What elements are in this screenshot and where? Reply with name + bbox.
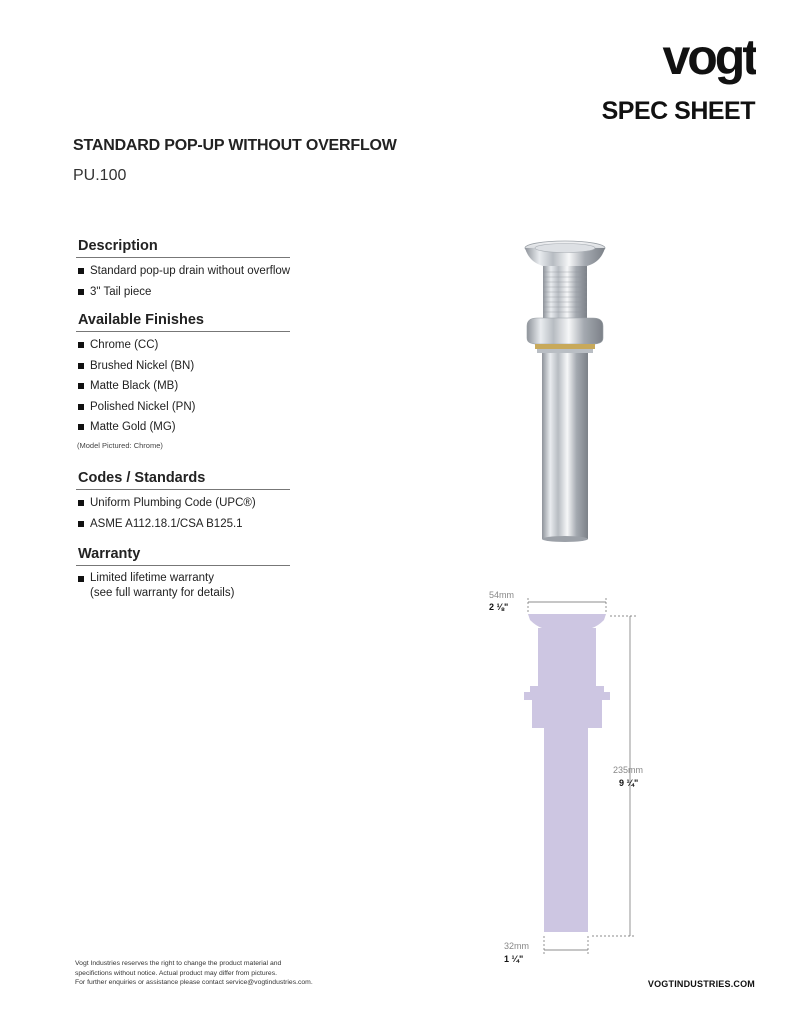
list-item: Polished Nickel (PN) (76, 399, 290, 420)
top-width-mm: 54mm (489, 590, 515, 600)
product-photo (515, 240, 615, 545)
svg-text:vogt: vogt (662, 30, 756, 85)
list-item: Uniform Plumbing Code (UPC®) (76, 495, 290, 516)
section-heading: Warranty (76, 546, 290, 566)
disclaimer-line: specifictions without notice. Actual product may differ from pictures. (75, 969, 277, 977)
product-name: STANDARD POP-UP WITHOUT OVERFLOW (73, 137, 397, 154)
disclaimer (75, 959, 375, 988)
list-item: Matte Black (MB) (76, 378, 290, 399)
list-item: Chrome (CC) (76, 337, 290, 358)
list-item: Standard pop-up drain without overflow (76, 263, 290, 284)
spec-sheet-title: SPEC SHEET (601, 97, 755, 125)
finishes-section (76, 312, 290, 450)
list-item (76, 571, 290, 601)
finish-note: (Model Pictured: Chrome) (77, 440, 163, 450)
height-mm: 235mm (613, 765, 644, 775)
list-item: Brushed Nickel (BN) (76, 358, 290, 379)
section-heading: Available Finishes (76, 312, 290, 332)
model-number: PU.100 (73, 167, 127, 184)
description-section (76, 238, 290, 304)
list-item: 3" Tail piece (76, 284, 290, 305)
list-item: Matte Gold (MG) (76, 419, 290, 440)
drain-silhouette (480, 582, 660, 972)
warranty-line: Limited lifetime warranty (90, 572, 214, 584)
tail-width-mm: 32mm (504, 941, 530, 951)
section-heading: Description (76, 238, 290, 258)
section-heading: Codes / Standards (76, 470, 290, 490)
codes-section (76, 470, 290, 536)
height-in: 9 ¼" (619, 778, 639, 788)
warranty-line: (see full warranty for details) (90, 587, 235, 599)
disclaimer-line: Vogt Industries reserves the right to change the product material and (75, 960, 282, 967)
vogt-logo (616, 30, 756, 92)
top-width-in: 2 ⅛" (489, 602, 509, 612)
warranty-section (76, 546, 290, 601)
disclaimer-line: For further enquiries or assistance please contact service@vogtindustries.com. (75, 979, 313, 987)
list-item: ASME A112.18.1/CSA B125.1 (76, 516, 290, 537)
dimension-drawing (480, 582, 660, 972)
tail-width-in: 1 ¼" (504, 954, 524, 964)
website-link[interactable]: VOGTINDUSTRIES.COM (647, 979, 755, 989)
